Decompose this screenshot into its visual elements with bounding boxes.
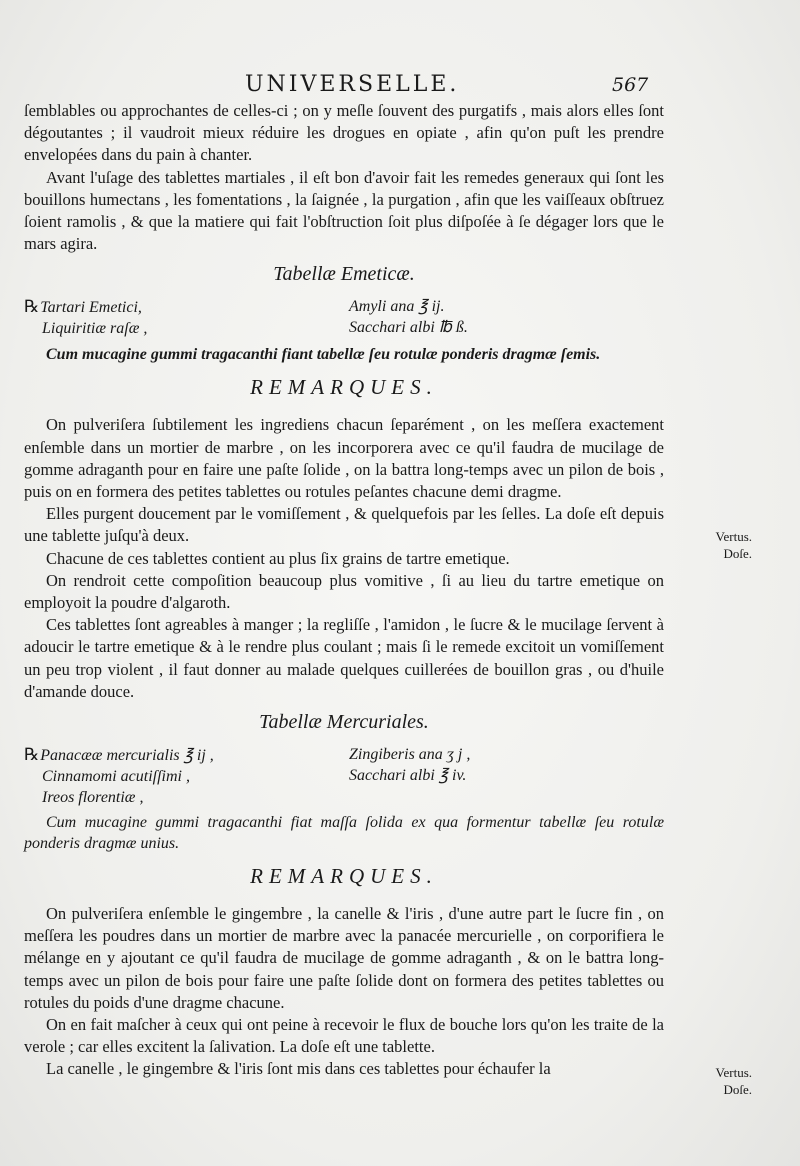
recipe-ingredients [24,296,664,340]
section-title: Tabellæ Emeticæ. [273,263,415,286]
paragraph: ſemblables ou approchantes de celles-ci ; on y meſle ſouvent des purgatifs , mais alors elles ſont dégoutantes ; il vaudroit mieux réduire les drogues en opiate , afin qu'on puſt les prendre envelopées dans du pain à chanter. [24,101,664,165]
recipe-instruction: Cum mucagine gummi tragacanthi fiat maſſa ſolida ex qua formentur tabellæ ſeu rotulæ ponderis dragmæ unius. [24,814,664,853]
running-head: UNIVERSELLE. [245,72,460,97]
paragraph: Elles purgent doucement par le vomiſſement , & quelquefois par les ſelles. La doſe eſt depuis une tablette juſqu'à deux. [24,504,664,546]
recipe-right-column [349,296,649,338]
paragraph: On rendroit cette compoſition beaucoup plus vomitive , ſi au lieu du tartre emetique on employoit la poudre d'algaroth. [24,570,664,613]
page-number: 567 [612,74,649,96]
margin-note [672,528,752,562]
ingredient-line [24,744,324,766]
ingredient-line: Amyli ana ℥ ij. [349,298,445,316]
ingredient: Panacææ mercurialis ℥ ij , [40,747,214,765]
paragraph: On en fait maſcher à ceux qui ont peine à recevoir le flux de bouche lors qu'on les traite de la verole ; car elles excitent la ſalivation. La doſe eſt une tablette. [24,1015,664,1057]
paragraph: Avant l'uſage des tablettes martiales , il eſt bon d'avoir fait les remedes generaux qui ſont les bouillons humectans , les fomentations , la ſaignée , la purgation , afin que les vaiſſeaux obſtruez ſoient ramolis , & que la matiere qui fait l'obſtruction ſoit plus diſpoſée à ſe dégager lors que le mars agira. [24,167,664,254]
paragraph: On pulveriſera enſemble le gingembre , la canelle & l'iris , d'une autre part le ſucre fin , on meſſera les poudres dans un mortier de marbre avec la panacée mercurielle , on corporifiera le mélange en y ajoutant ce qu'il faudra de mucilage de gomme adraganth , & on le battra long-temps avec un pilon de bois pour faire une paſte ſolide dont on formera des petites tablettes ou rotules du poids d'une dragme chacune. [24,904,664,1012]
paragraph: On pulveriſera ſubtilement les ingrediens chacun ſeparément , on les meſſera exactement enſemble dans un mortier de marbre , on les incorporera avec ce qu'il faudra de mucilage de gomme adraganth pour en faire une paſte ſolide , on la battra long-temps avec un pilon de bois , puis on en formera des petites tablettes ou rotules peſantes chacune demi dragme. [24,415,664,502]
margin-note-vertus: Vertus. [715,1065,752,1080]
margin-note-vertus: Vertus. [715,529,752,544]
recipe-right-column [349,744,649,786]
remarques-heading: REMARQUES. [250,864,438,889]
remarques-heading: REMARQUES. [250,375,438,400]
ingredient-line: Liquiritiæ raſæ , [42,320,148,338]
margin-note [672,1064,752,1098]
recipe-symbol: ℞ [24,297,40,317]
margin-note-dose: Doſe. [723,546,752,561]
ingredient: Tartari Emetici, [40,299,142,317]
ingredient-line: Ireos florentiæ , [42,789,144,807]
ingredient-line: Zingiberis ana ʒ j , [349,746,471,764]
recipe-left-column [24,744,324,808]
margin-note-dose: Doſe. [723,1082,752,1097]
ingredient-line: Cinnamomi acutiſſimi , [42,768,190,786]
recipe-instruction: Cum mucagine gummi tragacanthi fiant tabellæ ſeu rotulæ ponderis dragmæ ſemis. [46,346,601,364]
page-header [0,72,800,100]
ingredient-line [24,296,324,318]
page-body [24,100,664,1081]
paragraph: La canelle , le gingembre & l'iris ſont mis dans ces tablettes pour échaufer la [46,1059,551,1079]
recipe-symbol: ℞ [24,745,40,765]
recipe-left-column [24,296,324,339]
paragraph: Chacune de ces tablettes contient au plus ſix grains de tartre emetique. [46,548,510,568]
paragraph: Ces tablettes ſont agreables à manger ; la regliſſe , l'amidon , le ſucre & le mucilage ſervent à adoucir le tartre emetique & à le rendre plus coulant ; mais ſi le remede excitoit un vomiſſement un peu trop violent , il faut donner au malade quelques cuillerées de bouillon gras , ou d'huile d'amande douce. [24,615,664,701]
ingredient-line: Sacchari albi ℥ iv. [349,767,467,785]
recipe-ingredients [24,744,664,808]
ingredient-line: Sacchari albi ℔ ß. [349,319,468,337]
section-title: Tabellæ Mercuriales. [259,711,429,734]
